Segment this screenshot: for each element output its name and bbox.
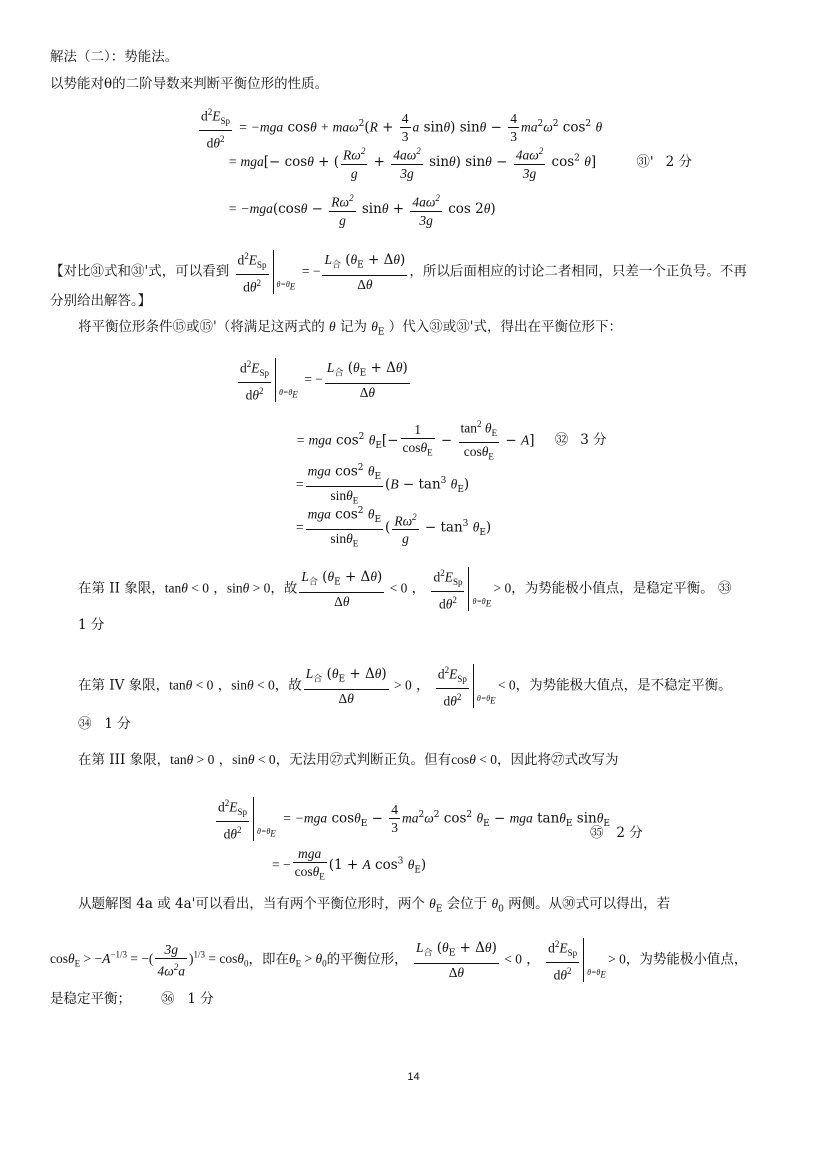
final-line1-b: 会位于 (446, 896, 488, 912)
section-heading: 解法（二）：势能法。 (50, 49, 179, 65)
eq-36-score: 1 分 (187, 991, 214, 1007)
compare-note-suffix: ，所以后面相应的讨论二者相同，只差一个正负号。不再 (409, 263, 747, 280)
quadrant-2-mid: ，故 (270, 580, 298, 597)
final-mid1: ，即在 (248, 951, 289, 968)
quadrant-2-tail: ，为势能极小值点，是稳定平衡。 (511, 580, 714, 597)
quadrant-3-lead: 在第 III 象限， (78, 752, 171, 768)
substitute-text-b: 记为 (339, 319, 367, 335)
quadrant-2-score: 1 分 (78, 617, 105, 633)
equation-31p-line3: = −mga(cosθ − $\frac{R\omega^2}{g}$ sinθ + $\frac{4a\omega^2}{3g}$ cos 2θ) (228, 190, 496, 229)
substitute-text-a: 将平衡位形条件⑮或⑮'（将满足这两式的 (78, 319, 325, 335)
quadrant-4-text: 在第 IV 象限，tanθ < 0 ，sinθ < 0，故 $\frac{L_合 (\theta_E + \Delta\theta)}{\Delta\theta}$ > 0 ， $\frac{d^2E_{Sp}}{d\theta^2}$ $\theta=\theta_E$ < 0，为势能极大值点，是不稳定平衡。 (78, 662, 732, 710)
equation-31p-line1: $\frac{d^2E_{Sp}}{d\theta^2}$ = −mga cosθ + maω$^2$(R + $\frac{4}{3}$ a sinθ) sinθ − $\frac{4}{3}$ $ma^2\omega^2$ $\cos^2 \theta$ (197, 104, 602, 152)
final-line3 (50, 990, 214, 1008)
final-line1: 从题解图 4a 或 4a'可以看出，当有两个平衡位形时，两个 $\theta_E$ 会位于 $\theta_0$ 两侧。从㉚式可以得出，若 (78, 896, 671, 915)
quadrant-4-tail: ，为势能极大值点，是不稳定平衡。 (515, 677, 732, 694)
final-mid2: 的平衡位形， (326, 951, 408, 968)
quadrant-4-score: 1 分 (104, 716, 131, 732)
equation-35-line2: = − $\frac{\text{mga}}{\cos\theta_E}$ (1 + A $\cos^3 \theta_E$) (272, 846, 427, 882)
compare-note-prefix: 【对比㉛式和㉛'式，可以看到 (50, 263, 230, 280)
quadrant-3-tail: ，因此将㉗式改写为 (496, 752, 619, 768)
equation-31p-line2: = mga[− cosθ + ( $\frac{R\omega^2}{g}$ + $\frac{4a\omega^2}{3g}$ sinθ) sinθ − $\frac{4a\omega^2}{3g}$ $\cos^2 \theta$] ㉛' 2 分 (228, 143, 692, 182)
intro-text: 以势能对θ的二阶导数来判断平衡位形的性质。 (50, 76, 329, 92)
eq-32-tag: ㉜ (554, 432, 569, 449)
equation-32-line2: = mga $\cos^2 \theta_E[-$ $\frac{1}{\cos\theta_E}$ − $\frac{\tan^2 \theta_E}{\cos\theta_E}$ − A] ㉜ 3 分 (296, 416, 607, 466)
equation-32-line1: $\frac{d^2E_{Sp}}{d\theta^2}$ $\theta=\theta_E$ = − $\frac{L_合 (\theta_E + \Delta\theta)}{\Delta\theta}$ (236, 356, 412, 404)
quadrant-2-lead: 在第 II 象限， (78, 580, 165, 597)
eq-35-score: 2 分 (616, 825, 643, 841)
eq-35-tag: ㉟ (590, 825, 604, 841)
substitute-text: 将平衡位形条件⑮或⑮'（将满足这两式的 θ 记为 $\theta_E$ ）代入㉛或㉛'式，得出在平衡位形下： (78, 319, 622, 338)
quadrant-4-lead: 在第 IV 象限， (78, 677, 170, 694)
eq-33-tag: ㉝ (718, 580, 732, 597)
final-line2: $\cos\theta_E > -A^{-1/3}$ = −( $\frac{3g}{4\omega^2a}$ )$^{1/3}$ = cosθ$_0$，即在$\theta_E > \theta_0$的平衡位形， $\frac{L_合 (\theta_E + \Delta\theta)}{\Delta\theta}$ < 0 ， $\frac{d^2E_{Sp}}{d\theta^2}$ $\theta=\theta_E$ > 0，为势能极小值点， (50, 936, 747, 984)
substitute-text-c: ）代入㉛或㉛'式，得出在平衡位形下： (388, 319, 622, 335)
final-line3-text: 是稳定平衡； (50, 991, 131, 1007)
eq-31p-score: 2 分 (665, 153, 693, 170)
eq-34-tag: ㉞ (78, 716, 92, 732)
final-tail: ，为势能极小值点， (625, 951, 748, 968)
quadrant-3-text: 在第 III 象限，tanθ > 0 ，sinθ < 0，无法用㉗式判断正负。但有cosθ < 0，因此将㉗式改写为 (78, 752, 619, 768)
equation-32-line3: = $\frac{mga \cos^2 \theta_E}{\sin\theta_E}$ $(B - \tan^3 \theta_E)$ (296, 460, 469, 510)
quadrant-3-mid: ，无法用㉗式判断正负。但有 (275, 752, 452, 768)
eq-32-score: 3 分 (580, 432, 607, 449)
equation-32-line4: = $\frac{mga \cos^2 \theta_E}{\sin\theta_E}$ ( $\frac{R\omega^2}{g}$ − $\tan^3 \theta_E$) (296, 503, 491, 553)
final-line1-c: 两侧。从㉚式可以得出，若 (508, 896, 671, 912)
eq-36-tag: ㊱ (161, 991, 175, 1007)
compare-note-line1: 【对比㉛式和㉛'式，可以看到 $\frac{d^2E_{Sp}}{d\theta^2}$ $\theta=\theta_E$ = − $\frac{L_合 (\theta_E + \Delta\theta)}{\Delta\theta}$ ，所以后面相应的讨论二者相同，只差一个正负号。不再 (50, 248, 747, 296)
quadrant-4-mid: ，故 (274, 677, 302, 694)
quadrant-4-score-line (78, 715, 131, 733)
equation-35-line1: $\frac{d^2E_{Sp}}{d\theta^2}$ $\theta=\theta_E$ = −mga cosθ$_E$ − $\frac{4}{3}$ $ma^2\omega^2$ $\cos^2 \theta_E$ − mga tanθ$_E$ sinθ$_E$ (214, 795, 610, 843)
compare-note-line2: 分别给出解答。】 (50, 293, 152, 309)
eq-31p-tag: ㉛' (636, 153, 654, 170)
final-line1-a: 从题解图 4a 或 4a'可以看出，当有两个平衡位形时，两个 (78, 896, 425, 912)
eq-35-tag-line (590, 824, 643, 842)
page-number: 14 (407, 1071, 420, 1083)
quadrant-2-text: 在第 II 象限，tanθ < 0 ，sinθ > 0，故 $\frac{L_合 (\theta_E + \Delta\theta)}{\Delta\theta}$ < 0 ， $\frac{d^2E_{Sp}}{d\theta^2}$ $\theta=\theta_E$ > 0，为势能极小值点，是稳定平衡。 ㉝ (78, 565, 732, 613)
